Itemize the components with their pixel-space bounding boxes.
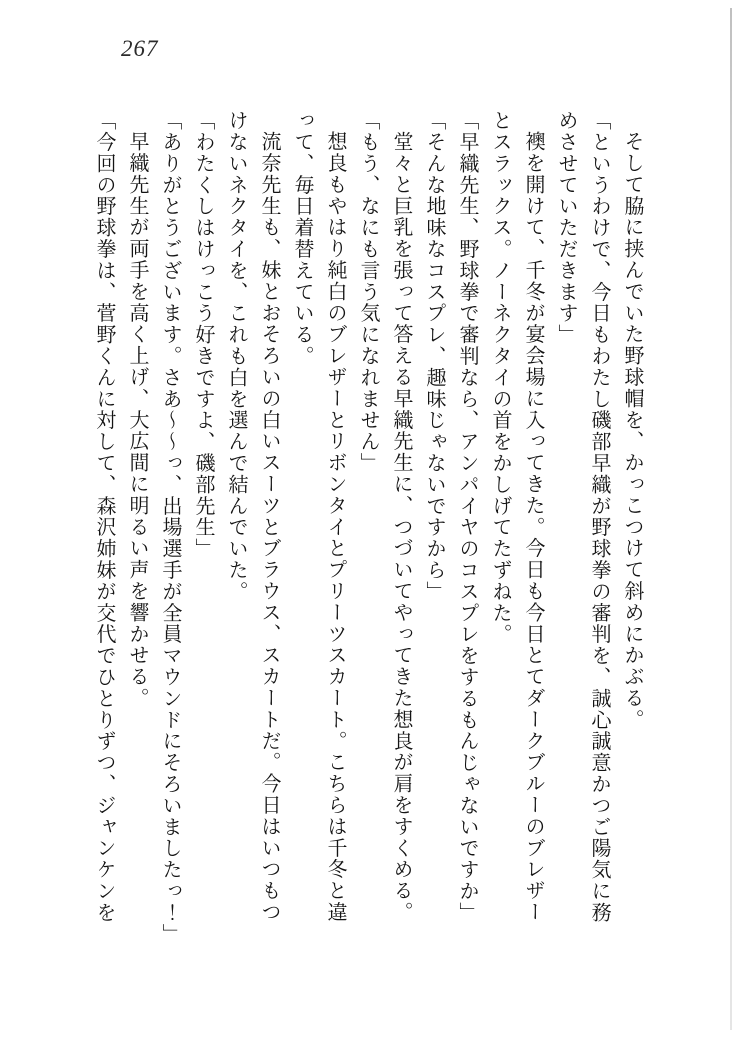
- paragraph: [219, 110, 285, 955]
- text-line: 堂々と巨乳を張って答える早織先生に、つづいてやってきた想良が肩をすくめる。: [390, 131, 412, 923]
- text-line: けないネクタイを、これも白を選んで結んでいた。: [225, 110, 247, 603]
- paragraph: [120, 110, 153, 955]
- paragraph: [384, 110, 417, 955]
- text-line: とスラックス。ノーネクタイの首をかしげてたずねた。: [489, 110, 511, 645]
- text-line: 「早織先生、野球拳で審判なら、アンパイヤのコスプレをするもんじゃないですか」: [456, 110, 478, 924]
- paragraph: [450, 110, 483, 955]
- paragraph: [87, 110, 120, 955]
- text-line: 早織先生が両手を高く上げ、大広間に明るい声を響かせる。: [126, 131, 148, 709]
- paragraph: [186, 110, 219, 955]
- text-line: って、毎日着替えている。: [291, 110, 313, 367]
- text-line: 「ありがとうございます。さあ～～っ、出場選手が全員マウンドにそろいましたっ！」: [159, 110, 181, 945]
- paragraph: [417, 110, 450, 955]
- body-text: [87, 110, 648, 955]
- paragraph: [549, 110, 615, 955]
- text-line: 流奈先生も、妹とおそろいの白いスーツとブラウス、スカートだ。今日はいつもつ: [258, 131, 280, 923]
- page-edge-shadow: [730, 8, 732, 1030]
- text-line: 「というわけで、今日もわたし磯部早織が野球拳の審判を、誠心誠意かつご陽気に務: [588, 110, 610, 924]
- paragraph: [615, 110, 648, 955]
- text-line: 「今回の野球拳は、菅野くんに対して、森沢姉妹が交代でひとりずつ、ジャンケンを: [93, 110, 115, 924]
- page-number: 267: [121, 36, 159, 61]
- paragraph: [285, 110, 351, 955]
- paragraph: [153, 110, 186, 955]
- text-line: めさせていただきます」: [555, 110, 577, 346]
- paragraph: [351, 110, 384, 955]
- text-line: 襖を開けて、千冬が宴会場に入ってきた。今日も今日とてダークブルーのブレザー: [522, 131, 544, 923]
- paragraph: [483, 110, 549, 955]
- text-line: そして脇に挟んでいた野球帽を、かっこつけて斜めにかぶる。: [621, 131, 643, 731]
- text-line: 「わたくしはけっこう好きですよ、磯部先生」: [192, 110, 214, 560]
- text-line: 「もう、なにも言う気になれません」: [357, 110, 379, 474]
- text-line: 想良もやはり純白のブレザーとリボンタイとプリーツスカート。こちらは千冬と違: [324, 131, 346, 923]
- text-line: 「そんな地味なコスプレ、趣味じゃないですから」: [423, 110, 445, 603]
